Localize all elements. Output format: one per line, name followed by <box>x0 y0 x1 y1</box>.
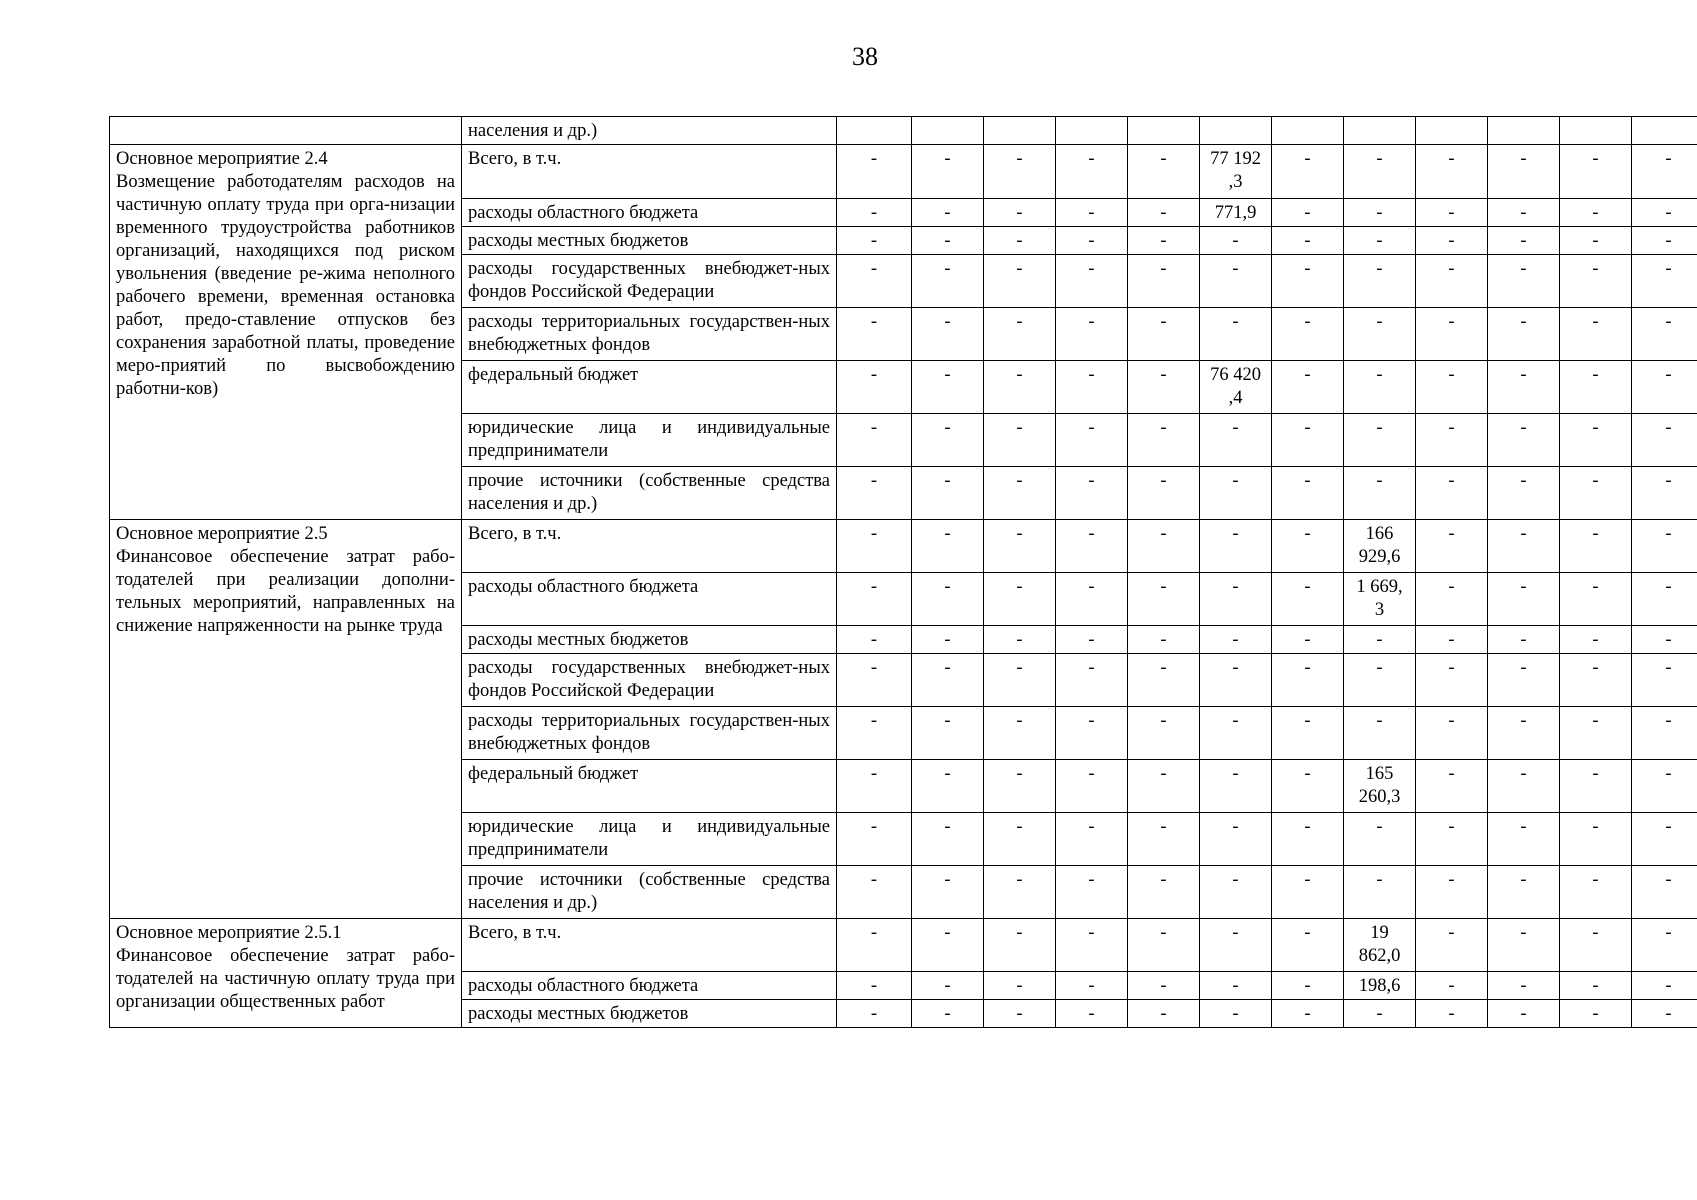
value-cell: - <box>1272 145 1344 199</box>
value-cell: - <box>837 467 912 520</box>
value-cell: - <box>1632 467 1697 520</box>
value-cell: - <box>984 760 1056 813</box>
value-cell: - <box>1560 308 1632 361</box>
value-cell: - <box>1056 467 1128 520</box>
value-cell: - <box>1128 199 1200 227</box>
value-cell: - <box>1200 813 1272 866</box>
value-cell <box>1560 117 1632 145</box>
value-cell: 19 862,0 <box>1344 919 1416 972</box>
funding-source-cell: расходы местных бюджетов <box>462 626 837 654</box>
value-cell: - <box>1056 813 1128 866</box>
value-cell: - <box>1488 199 1560 227</box>
value-cell: - <box>1200 227 1272 255</box>
value-cell: - <box>1560 866 1632 919</box>
value-cell: - <box>1128 520 1200 573</box>
value-cell: - <box>912 308 984 361</box>
value-cell <box>1272 117 1344 145</box>
value-cell: - <box>1416 919 1488 972</box>
funding-source-cell: расходы территориальных государствен-ных внебюджетных фондов <box>462 707 837 760</box>
value-cell: - <box>1272 199 1344 227</box>
value-cell: - <box>837 227 912 255</box>
value-cell: 198,6 <box>1344 972 1416 1000</box>
value-cell: - <box>1632 972 1697 1000</box>
value-cell: - <box>1128 1000 1200 1028</box>
funding-source-cell: прочие источники (собственные средства населения и др.) <box>462 866 837 919</box>
value-cell: - <box>912 520 984 573</box>
value-cell: - <box>1488 573 1560 626</box>
funding-source-cell: расходы областного бюджета <box>462 199 837 227</box>
value-cell: - <box>1560 199 1632 227</box>
value-cell: - <box>1128 707 1200 760</box>
value-cell: - <box>1056 255 1128 308</box>
value-cell: - <box>837 813 912 866</box>
funding-source-cell: расходы государственных внебюджет-ных фондов Российской Федерации <box>462 654 837 707</box>
value-cell: - <box>1056 520 1128 573</box>
funding-source-cell: расходы областного бюджета <box>462 972 837 1000</box>
value-cell: - <box>1560 467 1632 520</box>
value-cell: - <box>1056 1000 1128 1028</box>
value-cell: - <box>1344 654 1416 707</box>
value-cell: - <box>912 760 984 813</box>
value-cell: - <box>1560 145 1632 199</box>
value-cell: - <box>1344 414 1416 467</box>
value-cell: - <box>984 361 1056 414</box>
value-cell: - <box>912 626 984 654</box>
value-cell: - <box>912 199 984 227</box>
value-cell: - <box>984 227 1056 255</box>
value-cell: - <box>1128 414 1200 467</box>
value-cell: - <box>1200 1000 1272 1028</box>
table-body <box>110 117 1697 1028</box>
value-cell: - <box>1416 145 1488 199</box>
value-cell: - <box>1560 255 1632 308</box>
value-cell: - <box>984 520 1056 573</box>
value-cell: - <box>1632 227 1697 255</box>
funding-source-cell: расходы местных бюджетов <box>462 227 837 255</box>
value-cell: - <box>1056 361 1128 414</box>
value-cell: - <box>1416 414 1488 467</box>
value-cell: - <box>912 227 984 255</box>
value-cell: 165 260,3 <box>1344 760 1416 813</box>
value-cell: - <box>984 1000 1056 1028</box>
value-cell: - <box>1560 573 1632 626</box>
value-cell: - <box>1632 813 1697 866</box>
value-cell <box>1056 117 1128 145</box>
value-cell: - <box>837 414 912 467</box>
value-cell: - <box>1272 467 1344 520</box>
value-cell: - <box>1056 145 1128 199</box>
value-cell: - <box>1560 626 1632 654</box>
value-cell: - <box>1560 361 1632 414</box>
value-cell: - <box>1272 414 1344 467</box>
value-cell <box>837 117 912 145</box>
value-cell: - <box>912 361 984 414</box>
value-cell: - <box>984 866 1056 919</box>
value-cell: 77 192 ,3 <box>1200 145 1272 199</box>
measure-title: Основное мероприятие 2.5.1 <box>116 923 342 943</box>
value-cell: - <box>1056 414 1128 467</box>
value-cell: 166 929,6 <box>1344 520 1416 573</box>
value-cell: - <box>984 707 1056 760</box>
value-cell: - <box>837 707 912 760</box>
value-cell: - <box>1200 760 1272 813</box>
value-cell: - <box>1344 813 1416 866</box>
value-cell: - <box>912 467 984 520</box>
funding-source-cell: Всего, в т.ч. <box>462 520 837 573</box>
value-cell: - <box>1128 626 1200 654</box>
value-cell: - <box>1128 308 1200 361</box>
value-cell: - <box>1488 626 1560 654</box>
measure-description: Возмещение работодателям расходов на частичную оплату труда при орга-низации временного трудоустройства работников организаций, находящихся под риском увольнения (введение ре-жима неполного рабочего времени, временная остановка работ, предо-ставление отпусков без сохранения заработной платы, проведение меро-приятий по высвобождению работни-ков) <box>116 172 455 399</box>
value-cell: - <box>1272 813 1344 866</box>
value-cell: - <box>1488 414 1560 467</box>
value-cell: - <box>1200 308 1272 361</box>
value-cell: - <box>1272 1000 1344 1028</box>
value-cell: - <box>837 626 912 654</box>
value-cell: - <box>1488 813 1560 866</box>
measure-cell <box>110 520 462 919</box>
value-cell: - <box>1200 972 1272 1000</box>
value-cell <box>1632 117 1697 145</box>
value-cell: - <box>1344 707 1416 760</box>
table-row <box>110 117 1697 145</box>
value-cell: - <box>837 573 912 626</box>
value-cell: - <box>1272 654 1344 707</box>
value-cell: - <box>1128 255 1200 308</box>
value-cell: - <box>1200 626 1272 654</box>
value-cell: - <box>1416 972 1488 1000</box>
value-cell: - <box>1344 361 1416 414</box>
value-cell: - <box>1632 199 1697 227</box>
value-cell: - <box>1056 199 1128 227</box>
value-cell: - <box>1272 520 1344 573</box>
value-cell: - <box>1128 467 1200 520</box>
value-cell: - <box>1488 866 1560 919</box>
value-cell: - <box>1416 573 1488 626</box>
value-cell: - <box>837 145 912 199</box>
value-cell: - <box>1560 972 1632 1000</box>
value-cell: - <box>1560 227 1632 255</box>
measure-cell <box>110 117 462 145</box>
value-cell: - <box>837 654 912 707</box>
funding-source-cell: юридические лица и индивидуальные предприниматели <box>462 414 837 467</box>
value-cell: - <box>984 626 1056 654</box>
value-cell: - <box>837 1000 912 1028</box>
value-cell: - <box>1560 707 1632 760</box>
value-cell: - <box>1272 760 1344 813</box>
value-cell: - <box>984 255 1056 308</box>
value-cell: - <box>1344 145 1416 199</box>
value-cell: - <box>1128 227 1200 255</box>
value-cell: - <box>1632 520 1697 573</box>
value-cell: - <box>1632 626 1697 654</box>
value-cell: - <box>1200 520 1272 573</box>
value-cell: - <box>1128 361 1200 414</box>
value-cell: - <box>1344 467 1416 520</box>
value-cell: - <box>1416 760 1488 813</box>
value-cell: - <box>1272 919 1344 972</box>
value-cell: - <box>1056 866 1128 919</box>
value-cell: 771,9 <box>1200 199 1272 227</box>
value-cell: - <box>1416 255 1488 308</box>
value-cell: - <box>837 199 912 227</box>
value-cell: - <box>1272 707 1344 760</box>
value-cell: - <box>1416 813 1488 866</box>
value-cell <box>1128 117 1200 145</box>
value-cell: - <box>837 520 912 573</box>
funding-source-cell: расходы областного бюджета <box>462 573 837 626</box>
value-cell: - <box>1416 626 1488 654</box>
value-cell: - <box>984 919 1056 972</box>
value-cell: - <box>837 866 912 919</box>
value-cell: - <box>1272 308 1344 361</box>
value-cell: - <box>1560 813 1632 866</box>
value-cell: - <box>1128 866 1200 919</box>
value-cell: - <box>1272 573 1344 626</box>
value-cell: - <box>1344 308 1416 361</box>
value-cell: - <box>984 414 1056 467</box>
funding-source-cell: федеральный бюджет <box>462 760 837 813</box>
value-cell: - <box>1128 654 1200 707</box>
measure-description: Финансовое обеспечение затрат рабо-тодателей при реализации дополни-тельных мероприятий, направленных на снижение напряженности на рынке труда <box>116 547 455 636</box>
value-cell: - <box>1632 1000 1697 1028</box>
value-cell: - <box>837 361 912 414</box>
funding-source-cell: федеральный бюджет <box>462 361 837 414</box>
value-cell: - <box>1632 573 1697 626</box>
value-cell: - <box>1488 308 1560 361</box>
value-cell: - <box>1344 866 1416 919</box>
value-cell <box>1200 117 1272 145</box>
value-cell: - <box>912 813 984 866</box>
value-cell: - <box>1488 145 1560 199</box>
value-cell: - <box>1488 520 1560 573</box>
value-cell: - <box>1128 813 1200 866</box>
value-cell: - <box>1488 654 1560 707</box>
value-cell: 76 420 ,4 <box>1200 361 1272 414</box>
value-cell: - <box>1200 919 1272 972</box>
value-cell: - <box>1272 626 1344 654</box>
value-cell: - <box>837 919 912 972</box>
value-cell: - <box>912 919 984 972</box>
value-cell: - <box>1416 199 1488 227</box>
value-cell: - <box>912 255 984 308</box>
value-cell: - <box>1416 308 1488 361</box>
value-cell: - <box>1632 654 1697 707</box>
value-cell: - <box>1128 972 1200 1000</box>
value-cell: - <box>1488 361 1560 414</box>
value-cell: - <box>1416 1000 1488 1028</box>
value-cell: - <box>1056 626 1128 654</box>
measure-description: Финансовое обеспечение затрат рабо-тодателей на частичную оплату труда при организации общественных работ <box>116 946 455 1012</box>
value-cell: - <box>984 654 1056 707</box>
value-cell: - <box>1488 255 1560 308</box>
value-cell <box>1488 117 1560 145</box>
value-cell: - <box>1488 972 1560 1000</box>
value-cell <box>984 117 1056 145</box>
value-cell: - <box>1632 919 1697 972</box>
value-cell: - <box>837 972 912 1000</box>
value-cell: - <box>1128 145 1200 199</box>
value-cell: - <box>1200 707 1272 760</box>
value-cell: - <box>984 145 1056 199</box>
value-cell: - <box>1416 227 1488 255</box>
measure-title: Основное мероприятие 2.5 <box>116 524 328 544</box>
value-cell: - <box>1200 573 1272 626</box>
value-cell: - <box>1416 866 1488 919</box>
value-cell: - <box>984 573 1056 626</box>
value-cell: - <box>1128 760 1200 813</box>
value-cell: - <box>1056 919 1128 972</box>
value-cell: - <box>1632 361 1697 414</box>
value-cell: - <box>1488 227 1560 255</box>
table-row <box>110 145 1697 199</box>
value-cell: - <box>1344 1000 1416 1028</box>
value-cell: - <box>1632 255 1697 308</box>
value-cell: - <box>1632 308 1697 361</box>
value-cell: - <box>1416 520 1488 573</box>
value-cell: - <box>1632 414 1697 467</box>
value-cell: - <box>984 467 1056 520</box>
measure-cell <box>110 919 462 1028</box>
value-cell: - <box>1560 919 1632 972</box>
value-cell: - <box>1056 227 1128 255</box>
value-cell: - <box>1056 707 1128 760</box>
value-cell: - <box>984 199 1056 227</box>
value-cell: - <box>1560 1000 1632 1028</box>
value-cell: - <box>1272 255 1344 308</box>
value-cell: - <box>1488 1000 1560 1028</box>
value-cell: - <box>1416 467 1488 520</box>
value-cell: - <box>984 813 1056 866</box>
value-cell: - <box>912 866 984 919</box>
funding-source-cell: юридические лица и индивидуальные предприниматели <box>462 813 837 866</box>
value-cell <box>1344 117 1416 145</box>
funding-source-cell: населения и др.) <box>462 117 837 145</box>
value-cell: - <box>1200 414 1272 467</box>
value-cell: - <box>1056 654 1128 707</box>
funding-source-cell: расходы государственных внебюджет-ных фондов Российской Федерации <box>462 255 837 308</box>
value-cell: - <box>912 573 984 626</box>
value-cell <box>1416 117 1488 145</box>
value-cell: - <box>1488 919 1560 972</box>
table-row <box>110 520 1697 573</box>
value-cell: - <box>1632 145 1697 199</box>
value-cell: - <box>912 414 984 467</box>
funding-source-cell: Всего, в т.ч. <box>462 919 837 972</box>
value-cell: - <box>837 308 912 361</box>
value-cell: - <box>837 760 912 813</box>
value-cell: - <box>1632 707 1697 760</box>
value-cell: - <box>1344 255 1416 308</box>
value-cell: - <box>1200 467 1272 520</box>
value-cell: - <box>1200 866 1272 919</box>
measure-title: Основное мероприятие 2.4 <box>116 149 328 169</box>
value-cell: - <box>1632 866 1697 919</box>
value-cell: - <box>1560 760 1632 813</box>
value-cell: - <box>1272 227 1344 255</box>
value-cell: - <box>837 255 912 308</box>
budget-table <box>109 116 1697 1028</box>
value-cell: - <box>1488 467 1560 520</box>
value-cell: - <box>1056 573 1128 626</box>
value-cell: - <box>1488 760 1560 813</box>
value-cell: - <box>912 145 984 199</box>
value-cell: - <box>1272 972 1344 1000</box>
value-cell: - <box>1416 707 1488 760</box>
value-cell: - <box>1632 760 1697 813</box>
value-cell: - <box>1128 919 1200 972</box>
value-cell: - <box>1488 707 1560 760</box>
value-cell: - <box>1560 654 1632 707</box>
value-cell: - <box>1272 866 1344 919</box>
value-cell: - <box>912 707 984 760</box>
funding-source-cell: Всего, в т.ч. <box>462 145 837 199</box>
value-cell: - <box>1128 573 1200 626</box>
value-cell: - <box>1560 520 1632 573</box>
value-cell: - <box>1056 760 1128 813</box>
value-cell: - <box>1200 654 1272 707</box>
value-cell: - <box>912 1000 984 1028</box>
value-cell: - <box>1056 308 1128 361</box>
value-cell: - <box>1344 199 1416 227</box>
value-cell: - <box>1560 414 1632 467</box>
value-cell: - <box>1344 227 1416 255</box>
funding-source-cell: расходы местных бюджетов <box>462 1000 837 1028</box>
funding-source-cell: расходы территориальных государствен-ных внебюджетных фондов <box>462 308 837 361</box>
value-cell: 1 669, 3 <box>1344 573 1416 626</box>
measure-cell <box>110 145 462 520</box>
value-cell: - <box>984 972 1056 1000</box>
value-cell: - <box>1416 361 1488 414</box>
value-cell: - <box>1272 361 1344 414</box>
funding-source-cell: прочие источники (собственные средства населения и др.) <box>462 467 837 520</box>
value-cell: - <box>1200 255 1272 308</box>
value-cell: - <box>912 654 984 707</box>
value-cell: - <box>912 972 984 1000</box>
value-cell: - <box>984 308 1056 361</box>
value-cell: - <box>1056 972 1128 1000</box>
value-cell <box>912 117 984 145</box>
page-number: 38 <box>852 42 878 71</box>
table-row <box>110 919 1697 972</box>
value-cell: - <box>1344 626 1416 654</box>
value-cell: - <box>1416 654 1488 707</box>
